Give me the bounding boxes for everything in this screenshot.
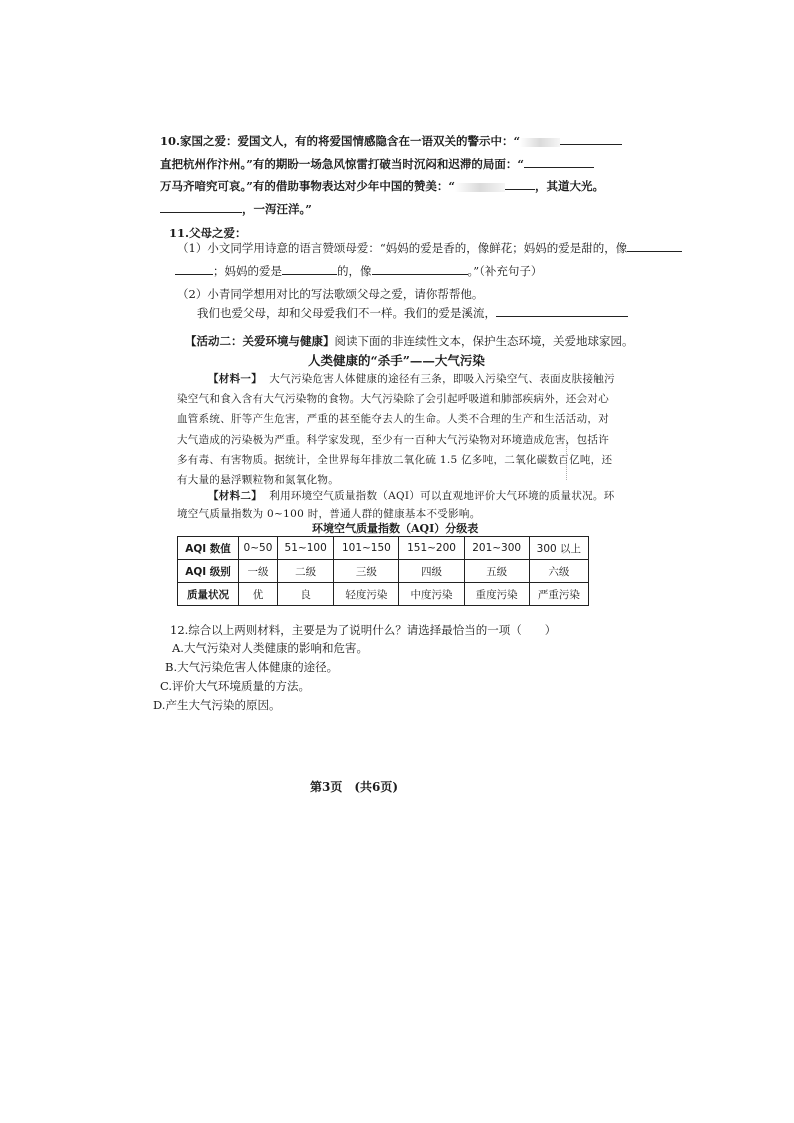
q11-part1-line2 bbox=[175, 263, 542, 279]
q11-part2-line2 bbox=[197, 305, 628, 321]
q10-line1 bbox=[160, 133, 622, 149]
answer-blank[interactable] bbox=[560, 134, 622, 145]
table-cell: 101~150 bbox=[334, 537, 399, 560]
table-cell: 151~200 bbox=[399, 537, 464, 560]
material2-line1 bbox=[208, 488, 615, 504]
answer-blank[interactable] bbox=[160, 202, 242, 213]
table-cell: 二级 bbox=[277, 560, 333, 583]
table-cell: 三级 bbox=[334, 560, 399, 583]
activity2-label: 【活动二：关爱环境与健康】 bbox=[185, 334, 335, 348]
table-cell: 轻度污染 bbox=[334, 583, 399, 606]
scan-edge-artifact bbox=[566, 440, 577, 480]
q10-text-4: ，一泻汪洋。” bbox=[242, 202, 312, 216]
activity2-intro bbox=[185, 333, 634, 349]
material2-line2: 境空气质量指数为 0~100 时，普通人群的健康基本不受影响。 bbox=[177, 508, 481, 520]
q12-option-a[interactable]: A.大气污染对人类健康的影响和危害。 bbox=[172, 641, 368, 655]
table-cell: 四级 bbox=[399, 560, 464, 583]
answer-blank[interactable] bbox=[505, 179, 535, 190]
table-cell: 重度污染 bbox=[464, 583, 529, 606]
answer-blank[interactable] bbox=[524, 157, 594, 168]
q11-heading: 11.父母之爱： bbox=[169, 226, 247, 240]
table-cell: 一级 bbox=[239, 560, 278, 583]
material1-line6: 有大量的悬浮颗粒物和氮氧化物。 bbox=[177, 474, 339, 486]
answer-blank[interactable] bbox=[520, 138, 560, 147]
answer-blank[interactable] bbox=[455, 183, 505, 192]
q11-text-1c: 的，像 bbox=[337, 264, 372, 278]
table-cell: 优 bbox=[239, 583, 278, 606]
table-cell: 六级 bbox=[529, 560, 588, 583]
q12-option-d[interactable]: D.产生大气污染的原因。 bbox=[153, 698, 281, 712]
row-header: 质量状况 bbox=[178, 583, 239, 606]
material1-line1 bbox=[208, 371, 615, 387]
material1-line2: 染空气和食入含有大气污染物的食物。大气污染除了会引起呼吸道和肺部疾病外，还会对心 bbox=[177, 393, 609, 405]
q10-text-3a: 万马齐喑究可哀。”有的借助事物表达对少年中国的赞美：“ bbox=[160, 179, 455, 193]
table-row bbox=[178, 583, 589, 606]
material2-text-1: 利用环境空气质量指数（AQI）可以直观地评价大气环境的质量状况。环 bbox=[269, 490, 615, 502]
table-cell: 51~100 bbox=[277, 537, 333, 560]
q12-option-b[interactable]: B.大气污染危害人体健康的途径。 bbox=[165, 660, 339, 674]
q12-option-c[interactable]: C.评价大气环境质量的方法。 bbox=[160, 679, 311, 693]
article-title: 人类健康的“杀手”——大气污染 bbox=[308, 353, 485, 368]
table-cell: 300 以上 bbox=[529, 537, 588, 560]
table-cell: 五级 bbox=[464, 560, 529, 583]
table-cell: 中度污染 bbox=[399, 583, 464, 606]
q10-text-3b: ，其道大光。 bbox=[534, 179, 604, 193]
q11-text-1d: 。”（补充句子） bbox=[467, 264, 543, 278]
row-header: AQI 数值 bbox=[178, 537, 239, 560]
row-header: AQI 级别 bbox=[178, 560, 239, 583]
q11-part2: （2）小青同学想用对比的写法歌颂父母之爱，请你帮帮他。 bbox=[177, 287, 484, 301]
aqi-table bbox=[177, 536, 589, 606]
table-cell: 良 bbox=[277, 583, 333, 606]
answer-blank[interactable] bbox=[175, 264, 213, 275]
q10-text-1: 10.家国之爱：爱国文人，有的将爱国情感隐含在一语双关的警示中：“ bbox=[160, 134, 521, 148]
answer-blank[interactable] bbox=[496, 306, 628, 317]
answer-blank[interactable] bbox=[372, 264, 468, 275]
table-cell: 201~300 bbox=[464, 537, 529, 560]
page-number: 第3页 (共6页) bbox=[310, 780, 399, 794]
table-cell: 严重污染 bbox=[529, 583, 588, 606]
material1-line3: 血管系统、肝等产生危害，严重的甚至能夺去人的生命。人类不合理的生产和生活活动，对 bbox=[177, 413, 609, 425]
material1-line4: 大气造成的污染极为严重。科学家发现，至少有一百种大气污染物对环境造成危害，包括许 bbox=[177, 434, 609, 446]
table-row bbox=[178, 537, 589, 560]
material1-line5: 多有毒、有害物质。据统计，全世界每年排放二氧化硫 1.5 亿多吨，二氧化碳数百亿吨，还 bbox=[177, 454, 613, 466]
table-caption: 环境空气质量指数（AQI）分级表 bbox=[312, 522, 479, 535]
activity2-text: 阅读下面的非连续性文本，保护生态环境，关爱地球家园。 bbox=[334, 334, 634, 348]
q11-text-1b: ；妈妈的爱是 bbox=[213, 264, 282, 278]
q11-part1-line1 bbox=[177, 240, 682, 256]
q10-line2 bbox=[160, 156, 594, 172]
material1-label: 【材料一】 bbox=[208, 373, 262, 385]
material2-label: 【材料二】 bbox=[208, 490, 262, 502]
table-row bbox=[178, 560, 589, 583]
table-cell: 0~50 bbox=[239, 537, 278, 560]
q10-line3 bbox=[160, 178, 604, 194]
q11-text-1a: （1）小文同学用诗意的语言赞颂母爱：“妈妈的爱是香的，像鲜花；妈妈的爱是甜的，像 bbox=[177, 241, 628, 255]
q10-line4 bbox=[160, 201, 312, 217]
answer-blank[interactable] bbox=[282, 264, 337, 275]
q11-text-2b: 我们也爱父母，却和父母爱我们不一样。我们的爱是溪流， bbox=[197, 306, 496, 320]
q12-stem: 12.综合以上两则材料，主要是为了说明什么？请选择最恰当的一项（ ） bbox=[170, 623, 557, 637]
material1-text-1: 大气污染危害人体健康的途径有三条，即吸入污染空气、表面皮肤接触污 bbox=[269, 373, 615, 385]
q10-text-2: 直把杭州作汴州。”有的期盼一场急风惊雷打破当时沉闷和迟滞的局面：“ bbox=[160, 157, 524, 171]
answer-blank[interactable] bbox=[627, 241, 682, 252]
